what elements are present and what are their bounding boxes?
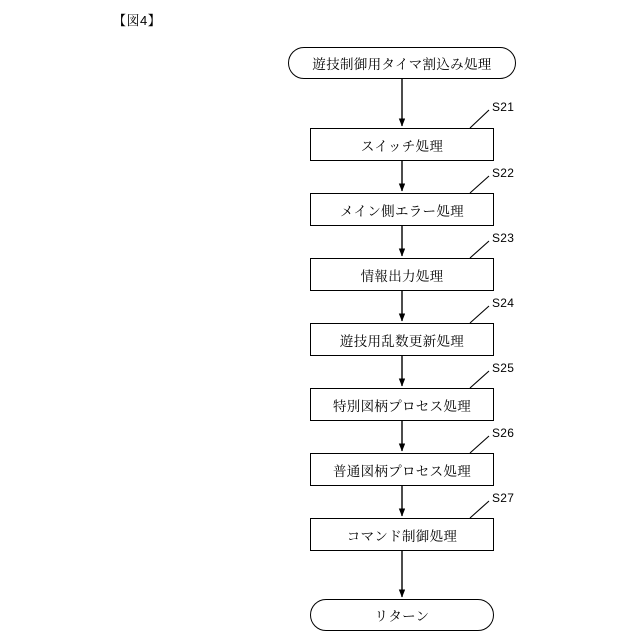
flow-node-label: メイン側エラー処理 bbox=[340, 203, 464, 219]
flow-node-s24 bbox=[310, 323, 494, 356]
flow-node-label: 普通図柄プロセス処理 bbox=[333, 463, 471, 479]
step-label-s23: S23 bbox=[492, 231, 515, 245]
flow-node-label: リターン bbox=[374, 609, 430, 624]
step-label-s22: S22 bbox=[492, 166, 515, 180]
step-label-s26: S26 bbox=[492, 426, 515, 440]
flow-node-label: 情報出力処理 bbox=[360, 268, 444, 284]
flow-node-label: 特別図柄プロセス処理 bbox=[333, 398, 471, 414]
flow-node-label: スイッチ処理 bbox=[360, 138, 444, 154]
flow-node-s25 bbox=[310, 388, 494, 421]
flow-node-label: コマンド制御処理 bbox=[346, 528, 458, 544]
flow-node-s27 bbox=[310, 518, 494, 551]
flow-node-s26 bbox=[310, 453, 494, 486]
flow-node-label: 遊技用乱数更新処理 bbox=[339, 333, 465, 349]
step-label-s21: S21 bbox=[492, 100, 515, 114]
flow-node-s21 bbox=[310, 128, 494, 161]
flow-node-return bbox=[310, 599, 494, 631]
flow-node-label: 遊技制御用タイマ割込み処理 bbox=[312, 57, 492, 72]
figure-label: 【図4】 bbox=[113, 13, 162, 28]
step-label-s25: S25 bbox=[492, 361, 515, 375]
flow-node-s22 bbox=[310, 193, 494, 226]
flow-node-start bbox=[288, 47, 516, 79]
flow-node-s23 bbox=[310, 258, 494, 291]
step-label-s27: S27 bbox=[492, 491, 515, 505]
step-label-s24: S24 bbox=[492, 296, 515, 310]
